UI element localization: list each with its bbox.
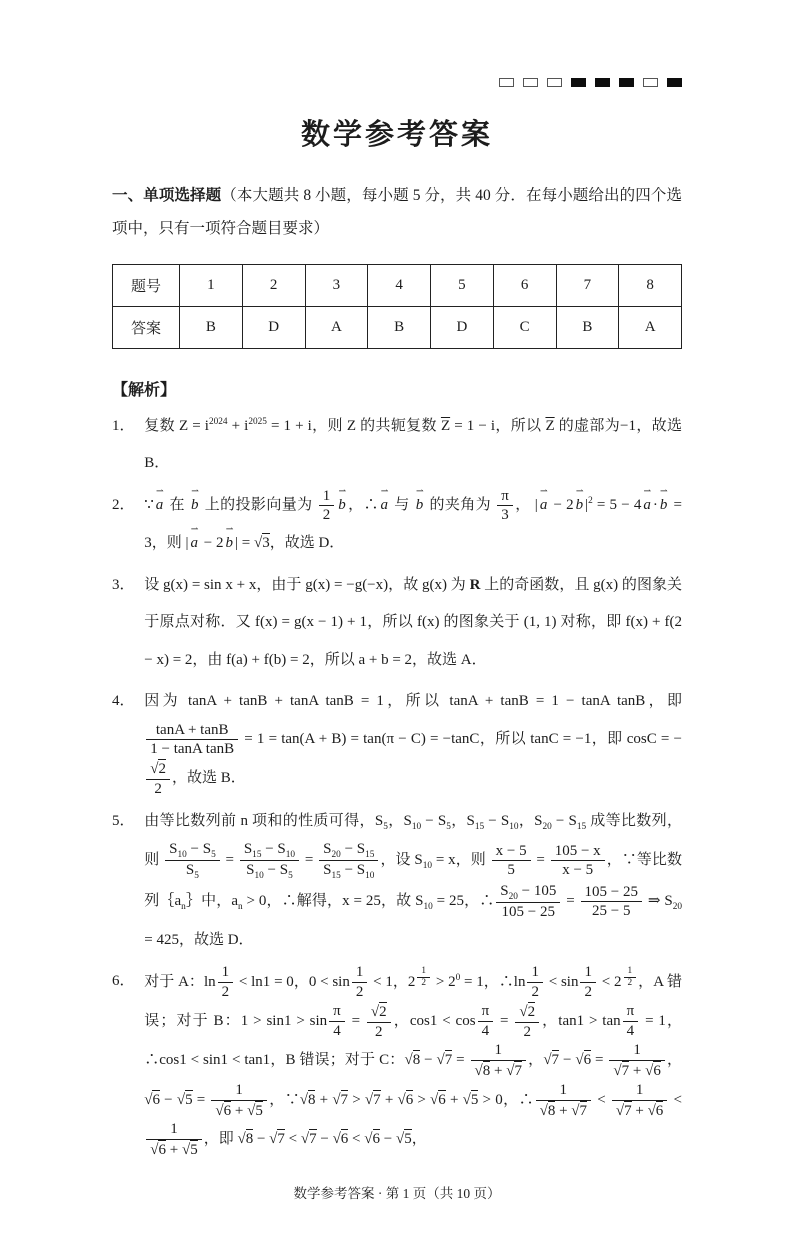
item-number: 5． [112, 812, 135, 829]
fraction: 1 √ 7 + √ 6 [612, 1081, 667, 1121]
fraction: $\frac{S_{15} - S_{10}}{S_{10} - S_5}$ [240, 840, 299, 882]
item-solution-text: 对于 A：ln $\frac{1}{2}$ < ln1 = 0，0 < sin $\frac{1}{2}$ < 1，2 $^{\frac{1}{2}}$ > $2^0 = 1$，∴ln $\frac{1}{2}$ < sin $\frac{1}{2}$ < 2 $^{\frac{1}{2}}$ ，A 错误；对于 B：1 > sin1 > sin $\frac{\pi}{4}$ = √ $\frac{2}{2}$ ，cos1 < cos $\frac{\pi}{4}$ = √ $\frac{2}{2}$ ，tan1 > tan $\frac{\pi}{4}$ = 1，∴cos1 < sin1 < tan1，B 错误；对于 C： √ 8 − √ 7 = 1 √ 8 + √ 7 ， √ 7 − √ 6 = 1 √ 7 + √ 6 ，√ 6 − √ 5 = 1 √ 6 + √ 5 ，∵ √ 8 + √ 7 > √ 7 + √ 6 > √ 6 + √ 5 > 0，∴ 1 √ 8 + √ 7 < 1 √ 7 + √ 6 < 1 √ 6 + √ 5 ，即 √ 8 − √ 7 < √ 7 − √ 6 < √ 6 − √ 5， [144, 974, 682, 1148]
question-number-row [113, 264, 682, 306]
square-root: √ 8 [475, 1063, 491, 1079]
square-root: √ 7 [437, 1052, 453, 1068]
fraction: 1 2 [417, 966, 430, 990]
question-number-cell: 3 [305, 264, 368, 306]
square-root: √ 7 [365, 1092, 381, 1108]
square-root: √ 8 [540, 1103, 556, 1119]
square-root: √ 5 [463, 1092, 479, 1108]
alignment-mark-filled [571, 78, 586, 87]
square-root: √ 6 [333, 1131, 349, 1147]
square-root: √ 6 [430, 1092, 446, 1108]
square-root: √ 7 [571, 1103, 587, 1119]
item-number: 3． [112, 576, 135, 593]
square-root: √ 6 [575, 1052, 591, 1068]
item-number: 2． [112, 496, 135, 513]
square-root: √ 2 [371, 1004, 387, 1020]
square-root: √ 7 [616, 1103, 632, 1119]
solution-item-2 [112, 487, 682, 563]
square-root: √ 6 [397, 1092, 413, 1108]
fraction: 1 √ 6 + √ 5 [146, 1120, 201, 1160]
fraction: √ $\frac{2}{2}$ [515, 1002, 539, 1042]
answer-row-header: 答案 [113, 306, 180, 348]
question-number-cell: 4 [368, 264, 431, 306]
answer-cell: A [619, 306, 682, 348]
page-footer: 数学参考答案 · 第 1 页（共 10 页） [293, 1185, 501, 1201]
answer-row [113, 306, 682, 348]
question-number-cell: 1 [180, 264, 243, 306]
item-number: 1． [112, 417, 135, 434]
analysis-label: 【解析】 [112, 381, 177, 399]
fraction: √ $\frac{2}{2}$ [146, 759, 170, 799]
fraction: $\frac{1}{2}$ [527, 963, 543, 1002]
square-root: √ 5 [177, 1092, 193, 1108]
vector: a ⇀ [156, 487, 164, 525]
item-solution-text: 因为 tanA + tanB + tanA tanB = 1，所以 tanA + tanB = 1 − tanA tanB，即 $\frac{\tan A + \tan B}{\text{1 − tanA tanB}}$ = 1 = tan(A + B) = tan(π − C) = −tanC，所以 tanC = −1，即 cosC = − √ $\frac{2}{2}$ ，故选 B． [144, 693, 682, 786]
answer-cell: B [180, 306, 243, 348]
square-root: √ 3 [254, 535, 270, 551]
answer-cell: A [305, 306, 368, 348]
fraction: 1 √ 6 + √ 5 [211, 1081, 266, 1121]
alignment-marks [112, 78, 682, 88]
square-root: √ 7 [543, 1052, 559, 1068]
page-title: 数学参考答案 [300, 119, 493, 151]
fraction: $\frac{S_{20} - S_{15}}{S_{15} - S_{10}}$ [319, 840, 378, 882]
fraction: $\frac{1}{2}$ [352, 963, 368, 1002]
fraction: $\frac{\tan A + \tan B}{\text{1 − tanA tanB}}$ [146, 721, 238, 760]
square-root: √ 8 [300, 1092, 316, 1108]
vector: a ⇀ [540, 487, 548, 525]
question-number-cell: 7 [556, 264, 619, 306]
fraction: $\frac{\pi}{4}$ [478, 1002, 494, 1041]
vector: a ⇀ [381, 487, 389, 525]
answer-table [112, 264, 682, 349]
square-root: √ 6 [144, 1092, 160, 1108]
fraction: $\frac{\pi}{3}$ [497, 487, 513, 526]
section-label: 一、单项选择题 [112, 187, 222, 204]
square-root: √ 8 [404, 1052, 420, 1068]
fraction: $\frac{S_{20} - 105}{105 - 25}$ [496, 882, 560, 922]
item-number: 6． [112, 973, 135, 990]
fraction: 1 √ 7 + √ 6 [609, 1041, 664, 1081]
analysis-items [112, 408, 682, 1164]
square-root: √ 5 [247, 1103, 263, 1119]
alignment-mark-outline [547, 78, 562, 87]
square-root: √ 5 [396, 1131, 412, 1147]
alignment-mark-filled [619, 78, 634, 87]
fraction: $\frac{105 - x}{x - 5}$ [551, 842, 605, 881]
vector: a ⇀ [191, 525, 199, 563]
square-root: √ 7 [506, 1063, 522, 1079]
vector: a ⇀ [643, 487, 651, 525]
answer-cell: B [368, 306, 431, 348]
answer-cell: D [242, 306, 305, 348]
item-solution-text: 复数 $Z = i^{2024} + i^{2025} = 1 + i$，则 Z 的共轭复数 $\overline{Z} = 1 - i$，所以 $\overline{Z}$ 的虚部为−1，故选 B． [144, 416, 682, 472]
solution-item-5 [112, 803, 682, 960]
fraction: √ $\frac{2}{2}$ [367, 1002, 391, 1042]
answer-cell: C [493, 306, 556, 348]
question-number-row-header: 题号 [113, 264, 180, 306]
solution-item-6 [112, 963, 682, 1160]
square-root: √ 6 [215, 1103, 231, 1119]
alignment-mark-outline [523, 78, 538, 87]
vector: b ⇀ [225, 525, 233, 563]
square-root: √ 8 [237, 1131, 253, 1147]
vector: b ⇀ [338, 487, 346, 525]
square-root: √ 7 [613, 1063, 629, 1079]
solution-item-3 [112, 567, 682, 680]
question-number-cell: 8 [619, 264, 682, 306]
conjugate-bar: $\overline{Z}$ [440, 417, 451, 434]
answer-cell: D [431, 306, 494, 348]
solution-item-4 [112, 683, 682, 799]
item-solution-text: 由等比数列前 n 项和的性质可得，$S_5$，$S_{10} - S_5$，$S_{15} - S_{10}$，$S_{20} - S_{15}$ 成等比数列，则 $\frac{S_{10} - S_5}{S_5}$ = $\frac{S_{15} - S_{10}}{S_{10} - S_5}$ = $\frac{S_{20} - S_{15}}{S_{15} - S_{10}}$ ，设 $S_{10} = x$，则 $\frac{x - 5}{5}$ = $\frac{105 - x}{x - 5}$ ，∵等比数列$\{a_n\}$中，$a_n > 0$，∴解得，x = 25，故 $S_{10} = 25$，∴ $\frac{S_{20} - 105}{105 - 25}$ = $\frac{105 - 25}{25 - 5}$ ⇒ $S_{20} = 425$，故选 D． [144, 812, 682, 948]
section-heading [112, 179, 682, 246]
solution-item-1 [112, 408, 682, 483]
alignment-mark-outline [499, 78, 514, 87]
fraction: 1 √ 8 + √ 7 [536, 1081, 591, 1121]
fraction: $\frac{x - 5}{5}$ [492, 842, 531, 881]
fraction: $\frac{S_{10} - S_5}{S_5}$ [165, 840, 220, 882]
item-solution-text: ∵ a ⇀ 在 b ⇀ 上的投影向量为 $\frac{1}{2}$ b ⇀ ，∴ a ⇀ 与 b ⇀ 的夹角为 $\frac{\pi}{3}$ ， | a ⇀ − 2 b ⇀ $|^2 = 5 - 4$ a ⇀ · b ⇀ = 3，则 | a ⇀ − 2 b ⇀ | = √ 3，故选 D． [144, 497, 682, 551]
fraction: $\frac{\pi}{4}$ [623, 1002, 639, 1041]
square-root: √ 6 [645, 1063, 661, 1079]
fraction: $\frac{105 - 25}{25 - 5}$ [581, 883, 642, 922]
square-root: √ 7 [332, 1092, 348, 1108]
vector: b ⇀ [416, 487, 424, 525]
square-root: √ 7 [269, 1131, 285, 1147]
fraction: $\frac{1}{2}$ [319, 487, 335, 526]
square-root: √ 2 [150, 761, 166, 777]
vector: b ⇀ [576, 487, 584, 525]
conjugate-bar: $\overline{Z}$ [545, 417, 555, 434]
fraction: 1 √ 8 + √ 7 [471, 1041, 526, 1081]
question-number-cell: 6 [493, 264, 556, 306]
fraction: $\frac{\pi}{4}$ [329, 1002, 345, 1041]
section-description: （本大题共 8 小题，每小题 5 分，共 40 分．在每小题给出的四个选项中，只有一项符合题目要求） [112, 187, 682, 238]
square-root: √ 6 [648, 1103, 664, 1119]
square-root: √ 6 [150, 1142, 166, 1158]
item-solution-text: 设 g(x) = sin x + x，由于 g(x) = −g(−x)，故 g(x) 为 R 上的奇函数，且 g(x) 的图象关于原点对称．又 f(x) = g(x − 1) + 1，所以 f(x) 的图象关于 (1, 1) 对称，即 f(x) + f(2 − x) = 2，由 f(a) + f(b) = 2，所以 a + b = 2，故选 A． [144, 576, 683, 668]
alignment-mark-filled [667, 78, 682, 87]
answer-cell: B [556, 306, 619, 348]
square-root: √ 7 [301, 1131, 317, 1147]
alignment-mark-filled [595, 78, 610, 87]
square-root: √ 2 [519, 1004, 535, 1020]
fraction: $\frac{1}{2}$ [218, 963, 234, 1002]
question-number-cell: 2 [242, 264, 305, 306]
alignment-mark-outline [643, 78, 658, 87]
square-root: √ 6 [364, 1131, 380, 1147]
vector: b ⇀ [191, 487, 199, 525]
question-number-cell: 5 [431, 264, 494, 306]
item-number: 4． [112, 693, 135, 710]
fraction: $\frac{1}{2}$ [580, 963, 596, 1002]
square-root: √ 5 [182, 1142, 198, 1158]
vector: b ⇀ [660, 487, 668, 525]
fraction: 1 2 [624, 966, 637, 990]
